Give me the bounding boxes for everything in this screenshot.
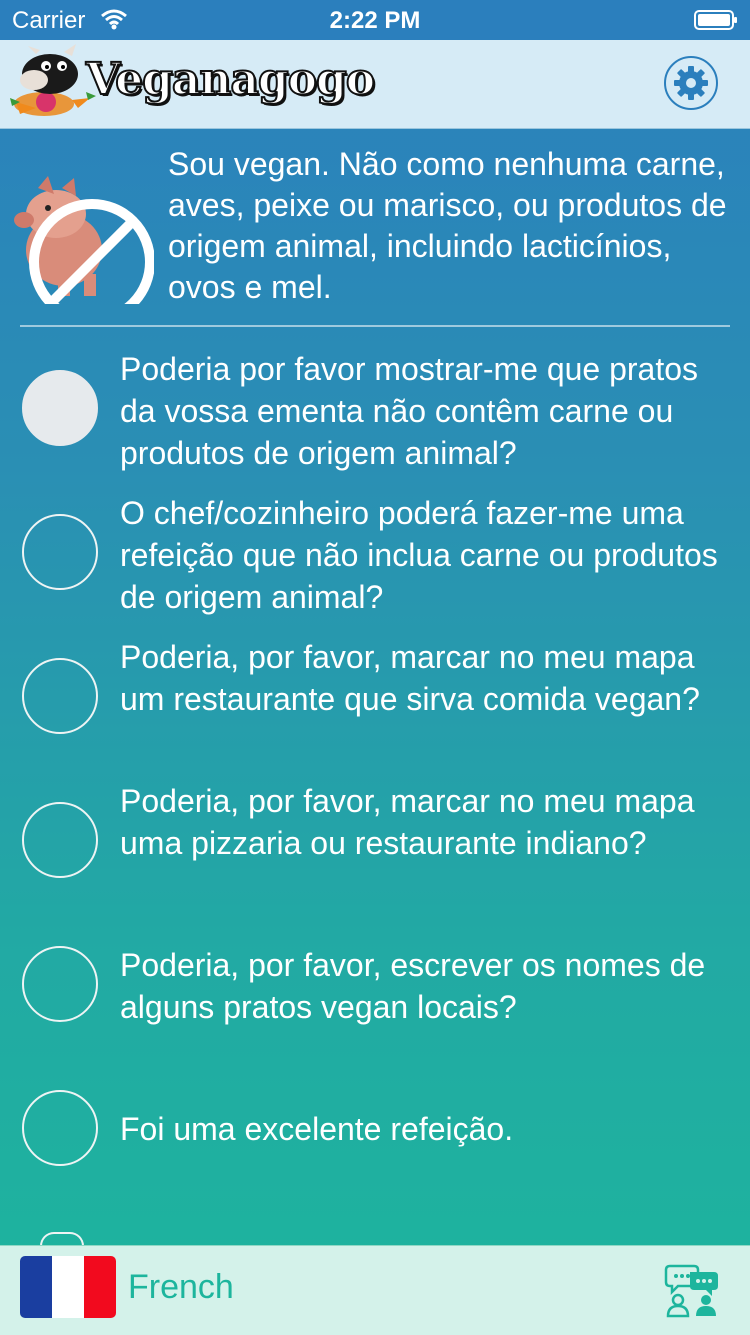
flag-stripe-red: [84, 1256, 116, 1318]
phrase-text: Foi uma excelente refeição.: [120, 1111, 514, 1147]
settings-button[interactable]: [664, 56, 718, 110]
battery-icon: [694, 10, 738, 30]
intro-statement-text: Sou vegan. Não como nenhuma carne, aves, peixe ou marisco, ou produtos de origem animal, incluindo lacticínios, ovos e mel.: [168, 146, 727, 305]
cow-logo-icon: [6, 42, 96, 124]
conversation-icon[interactable]: [664, 1262, 720, 1318]
flag-stripe-white: [52, 1256, 84, 1318]
carrier-label: Carrier: [12, 7, 86, 34]
phrase-radio[interactable]: [22, 1090, 98, 1166]
phrase-radio[interactable]: [22, 658, 98, 734]
clock: 2:22 PM: [329, 7, 421, 34]
language-label[interactable]: French: [128, 1268, 234, 1306]
vegan-statement: [0, 128, 750, 328]
status-bar: [0, 0, 750, 40]
no-meat-pig-icon: [4, 164, 154, 304]
app-header: [0, 40, 750, 129]
phrase-radio[interactable]: [22, 514, 98, 590]
phrase-radio[interactable]: [22, 802, 98, 878]
phrase-radio[interactable]: [22, 946, 98, 1022]
phrase-text: Poderia, por favor, escrever os nomes de alguns pratos vegan locais?: [120, 947, 706, 1025]
phrase-radio-selected[interactable]: [22, 370, 98, 446]
flag-stripe-blue: [20, 1256, 52, 1318]
phrase-text: Poderia, por favor, marcar no meu mapa uma pizzaria ou restaurante indiano?: [120, 783, 695, 861]
divider: [20, 325, 730, 327]
gear-icon: [672, 64, 710, 102]
app-name: Veganagogo: [86, 54, 375, 105]
phrase-text: O chef/cozinheiro poderá fazer-me uma refeição que não inclua carne ou produtos de origem animal?: [120, 495, 718, 615]
phrase-text: Poderia por favor mostrar-me que pratos da vossa ementa não contêm carne ou produtos de origem animal?: [120, 351, 699, 471]
french-flag-icon[interactable]: [20, 1256, 116, 1318]
language-bar[interactable]: [0, 1245, 750, 1335]
phrase-radio[interactable]: [40, 1232, 84, 1246]
phrase-text: Poderia, por favor, marcar no meu mapa um restaurante que sirva comida vegan?: [120, 639, 700, 717]
